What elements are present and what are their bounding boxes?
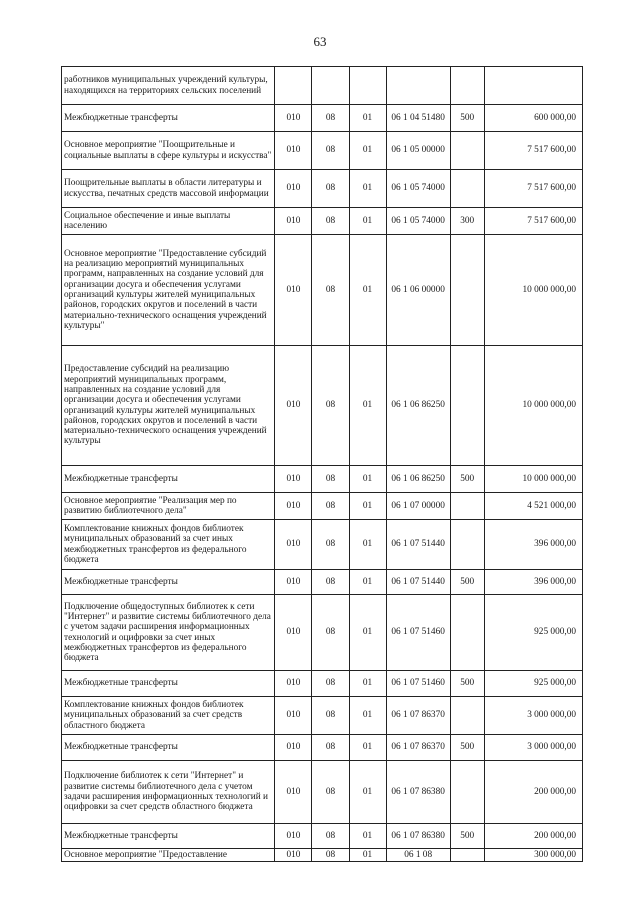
amount-cell: 10 000 000,00 [484, 346, 582, 466]
item-name-cell: Межбюджетные трансферты [62, 570, 275, 595]
expense-type-code-cell: 500 [450, 105, 484, 132]
subsection-code-cell: 01 [349, 132, 386, 170]
expense-type-code-cell [450, 520, 484, 570]
item-name-cell: Подключение библиотек к сети "Интернет" и развитие системы библиотечного дела с учетом задачи расширения информационных технологий и оцифровки за счет средств областного бюджета [62, 761, 275, 824]
subsection-code-cell: 01 [349, 849, 386, 862]
target-article-code-cell: 06 1 06 00000 [386, 235, 450, 346]
target-article-code-cell: 06 1 08 [386, 849, 450, 862]
subsection-code-cell: 01 [349, 170, 386, 208]
item-name-cell: Межбюджетные трансферты [62, 735, 275, 761]
table-row [62, 735, 583, 761]
expense-type-code-cell [450, 493, 484, 520]
section-code-cell: 08 [312, 735, 349, 761]
section-code-cell: 08 [312, 761, 349, 824]
table-row [62, 208, 583, 235]
item-name-cell: Комплектование книжных фондов библиотек муниципальных образований за счет средств областного бюджета [62, 697, 275, 735]
ministry-code-cell [275, 67, 312, 105]
expense-type-code-cell [450, 595, 484, 671]
ministry-code-cell: 010 [275, 235, 312, 346]
ministry-code-cell: 010 [275, 761, 312, 824]
ministry-code-cell: 010 [275, 493, 312, 520]
expense-type-code-cell [450, 235, 484, 346]
page-number: 63 [313, 34, 327, 49]
subsection-code-cell: 01 [349, 493, 386, 520]
target-article-code-cell: 06 1 05 74000 [386, 208, 450, 235]
table-row [62, 67, 583, 105]
subsection-code-cell: 01 [349, 466, 386, 493]
section-code-cell [312, 67, 349, 105]
table-row [62, 235, 583, 346]
section-code-cell: 08 [312, 520, 349, 570]
expense-type-code-cell [450, 170, 484, 208]
expense-type-code-cell [450, 697, 484, 735]
amount-cell: 10 000 000,00 [484, 235, 582, 346]
amount-cell: 600 000,00 [484, 105, 582, 132]
expense-type-code-cell: 500 [450, 570, 484, 595]
section-code-cell: 08 [312, 570, 349, 595]
target-article-code-cell: 06 1 07 86380 [386, 824, 450, 849]
section-code-cell: 08 [312, 132, 349, 170]
section-code-cell: 08 [312, 493, 349, 520]
amount-cell: 4 521 000,00 [484, 493, 582, 520]
target-article-code-cell: 06 1 07 86370 [386, 735, 450, 761]
expense-type-code-cell [450, 849, 484, 862]
amount-cell: 925 000,00 [484, 595, 582, 671]
ministry-code-cell: 010 [275, 824, 312, 849]
ministry-code-cell: 010 [275, 671, 312, 697]
amount-cell: 3 000 000,00 [484, 735, 582, 761]
target-article-code-cell [386, 67, 450, 105]
ministry-code-cell: 010 [275, 208, 312, 235]
table-row [62, 466, 583, 493]
ministry-code-cell: 010 [275, 595, 312, 671]
subsection-code-cell: 01 [349, 570, 386, 595]
ministry-code-cell: 010 [275, 697, 312, 735]
target-article-code-cell: 06 1 07 51440 [386, 570, 450, 595]
item-name-cell: Межбюджетные трансферты [62, 671, 275, 697]
table-row [62, 170, 583, 208]
expense-type-code-cell [450, 346, 484, 466]
ministry-code-cell: 010 [275, 346, 312, 466]
table-row [62, 595, 583, 671]
section-code-cell: 08 [312, 671, 349, 697]
table-row [62, 849, 583, 862]
target-article-code-cell: 06 1 07 86370 [386, 697, 450, 735]
section-code-cell: 08 [312, 697, 349, 735]
ministry-code-cell: 010 [275, 132, 312, 170]
amount-cell: 200 000,00 [484, 761, 582, 824]
expense-type-code-cell [450, 761, 484, 824]
item-name-cell: Социальное обеспечение и иные выплаты населению [62, 208, 275, 235]
amount-cell: 7 517 600,00 [484, 208, 582, 235]
item-name-cell: Межбюджетные трансферты [62, 824, 275, 849]
table-row [62, 761, 583, 824]
target-article-code-cell: 06 1 05 00000 [386, 132, 450, 170]
amount-cell: 396 000,00 [484, 520, 582, 570]
amount-cell: 7 517 600,00 [484, 170, 582, 208]
item-name-cell: Межбюджетные трансферты [62, 466, 275, 493]
item-name-cell: Основное мероприятие "Предоставление субсидий на реализацию мероприятий муниципальных программ, направленных на создание условий для организации досуга и обеспечения услугами организаций культуры жителей муниципальных районов, городских округов и поселений в части материально-технического оснащения учреждений культуры" [62, 235, 275, 346]
item-name-cell: Основное мероприятие "Реализация мер по развитию библиотечного дела" [62, 493, 275, 520]
subsection-code-cell: 01 [349, 208, 386, 235]
ministry-code-cell: 010 [275, 170, 312, 208]
subsection-code-cell [349, 67, 386, 105]
target-article-code-cell: 06 1 07 00000 [386, 493, 450, 520]
expense-type-code-cell: 300 [450, 208, 484, 235]
section-code-cell: 08 [312, 105, 349, 132]
table-row [62, 570, 583, 595]
ministry-code-cell: 010 [275, 466, 312, 493]
subsection-code-cell: 01 [349, 595, 386, 671]
expense-type-code-cell [450, 67, 484, 105]
item-name-cell: Основное мероприятие "Предоставление [62, 849, 275, 862]
item-name-cell: Комплектование книжных фондов библиотек муниципальных образований за счет иных межбюджетных трансфертов из федерального бюджета [62, 520, 275, 570]
table-row [62, 105, 583, 132]
item-name-cell: Основное мероприятие "Поощрительные и социальные выплаты в сфере культуры и искусства" [62, 132, 275, 170]
target-article-code-cell: 06 1 06 86250 [386, 346, 450, 466]
table-row [62, 493, 583, 520]
subsection-code-cell: 01 [349, 697, 386, 735]
item-name-cell: Подключение общедоступных библиотек к сети "Интернет" и развитие системы библиотечного дела с учетом задачи расширения информационных технологий и оцифровки за счет иных межбюджетных трансфертов из федерального бюджета [62, 595, 275, 671]
amount-cell: 200 000,00 [484, 824, 582, 849]
expense-type-code-cell [450, 132, 484, 170]
target-article-code-cell: 06 1 06 86250 [386, 466, 450, 493]
table-row [62, 824, 583, 849]
section-code-cell: 08 [312, 849, 349, 862]
section-code-cell: 08 [312, 466, 349, 493]
section-code-cell: 08 [312, 208, 349, 235]
amount-cell: 3 000 000,00 [484, 697, 582, 735]
target-article-code-cell: 06 1 04 51480 [386, 105, 450, 132]
amount-cell: 300 000,00 [484, 849, 582, 862]
subsection-code-cell: 01 [349, 346, 386, 466]
table-row [62, 697, 583, 735]
budget-table-body [62, 67, 583, 862]
subsection-code-cell: 01 [349, 235, 386, 346]
amount-cell: 7 517 600,00 [484, 132, 582, 170]
target-article-code-cell: 06 1 05 74000 [386, 170, 450, 208]
ministry-code-cell: 010 [275, 849, 312, 862]
table-row [62, 520, 583, 570]
subsection-code-cell: 01 [349, 671, 386, 697]
amount-cell: 10 000 000,00 [484, 466, 582, 493]
item-name-cell: Предоставление субсидий на реализацию мероприятий муниципальных программ, направленных на создание условий для организации досуга и обеспечения услугами организаций культуры жителей муниципальных районов, городских округов и поселений в части материально-технического оснащения учреждений культуры [62, 346, 275, 466]
ministry-code-cell: 010 [275, 105, 312, 132]
ministry-code-cell: 010 [275, 520, 312, 570]
ministry-code-cell: 010 [275, 570, 312, 595]
subsection-code-cell: 01 [349, 105, 386, 132]
table-row [62, 671, 583, 697]
target-article-code-cell: 06 1 07 86380 [386, 761, 450, 824]
target-article-code-cell: 06 1 07 51460 [386, 671, 450, 697]
ministry-code-cell: 010 [275, 735, 312, 761]
amount-cell: 396 000,00 [484, 570, 582, 595]
expense-type-code-cell: 500 [450, 671, 484, 697]
target-article-code-cell: 06 1 07 51460 [386, 595, 450, 671]
section-code-cell: 08 [312, 235, 349, 346]
section-code-cell: 08 [312, 595, 349, 671]
subsection-code-cell: 01 [349, 520, 386, 570]
item-name-cell: Межбюджетные трансферты [62, 105, 275, 132]
expense-type-code-cell: 500 [450, 735, 484, 761]
expense-type-code-cell: 500 [450, 824, 484, 849]
table-row [62, 132, 583, 170]
expense-type-code-cell: 500 [450, 466, 484, 493]
section-code-cell: 08 [312, 824, 349, 849]
subsection-code-cell: 01 [349, 761, 386, 824]
target-article-code-cell: 06 1 07 51440 [386, 520, 450, 570]
item-name-cell: работников муниципальных учреждений культуры, находящихся на территориях сельских поселений [62, 67, 275, 105]
subsection-code-cell: 01 [349, 735, 386, 761]
budget-table [61, 66, 583, 862]
table-row [62, 346, 583, 466]
amount-cell: 925 000,00 [484, 671, 582, 697]
section-code-cell: 08 [312, 346, 349, 466]
subsection-code-cell: 01 [349, 824, 386, 849]
item-name-cell: Поощрительные выплаты в области литературы и искусства, печатных средств массовой информации [62, 170, 275, 208]
amount-cell [484, 67, 582, 105]
section-code-cell: 08 [312, 170, 349, 208]
